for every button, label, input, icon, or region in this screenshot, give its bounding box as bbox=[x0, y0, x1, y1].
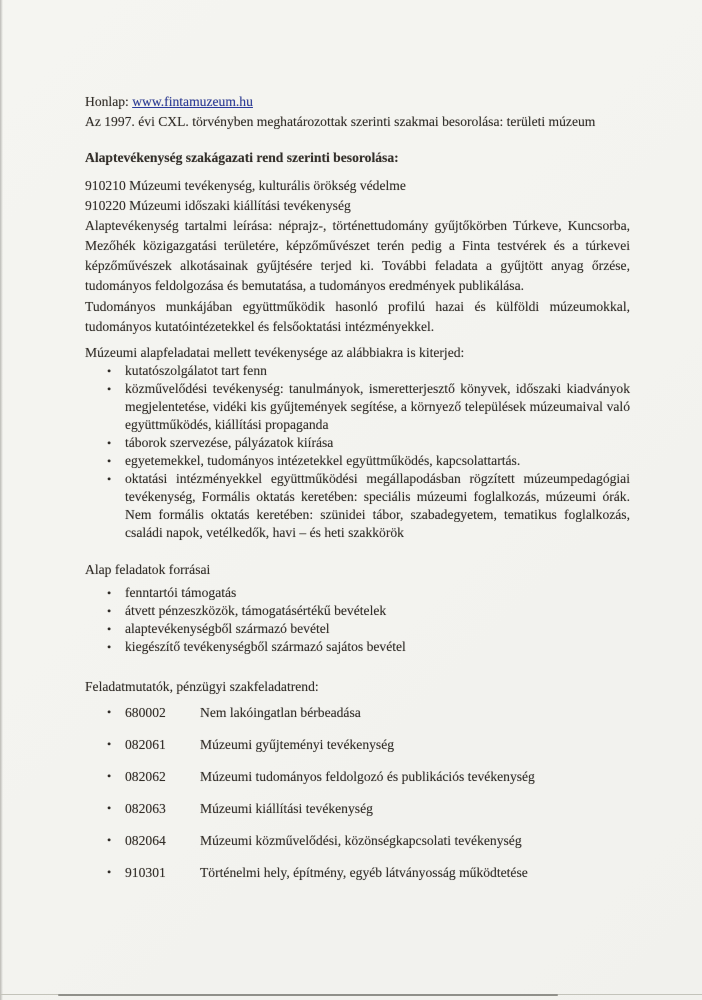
source-list-item bbox=[85, 620, 630, 638]
task-item-text: közművelődési tevékenység: tanulmányok, ismeretterjesztő könyvek, időszaki kiadványok megjelentetése, vidéki kis gyűjtemények segítése, a környező települések múzeumaival való együttműködés, kiállítási propaganda bbox=[125, 381, 630, 432]
indicator-code: 082061 bbox=[125, 737, 166, 752]
bullet-icon: • bbox=[107, 769, 112, 783]
bullet-icon: • bbox=[107, 382, 112, 396]
activity-code-line: 910210 Múzeumi tevékenység, kulturális örökség védelme bbox=[85, 178, 406, 193]
activity-code-line: 910220 Múzeumi időszaki kiállítási tevékenység bbox=[85, 198, 351, 213]
bullet-icon: • bbox=[107, 833, 112, 847]
indicator-row bbox=[85, 799, 630, 831]
cooperation-paragraph: Tudományos munkájában együttműködik hasonló profilú hazai és külföldi múzeumokkal, tudományos kutatóintézetekkel és felsőoktatási intézményekkel. bbox=[85, 299, 630, 334]
indicator-code: 082062 bbox=[125, 769, 166, 784]
indicator-row bbox=[85, 863, 630, 895]
indicator-code: 082063 bbox=[125, 801, 166, 816]
tasks-intro: Múzeumi alapfeladatai mellett tevékenysége az alábbiakra is kiterjed: bbox=[85, 345, 465, 360]
bullet-icon: • bbox=[107, 586, 112, 600]
tasks-list bbox=[85, 362, 630, 542]
indicator-label: Történelmi hely, építmény, egyéb látványosság működtetése bbox=[200, 865, 528, 880]
task-list-item bbox=[85, 362, 630, 380]
bullet-icon: • bbox=[107, 705, 112, 719]
task-item-text: táborok szervezése, pályázatok kiírása bbox=[125, 435, 334, 450]
indicator-row bbox=[85, 831, 630, 863]
task-list-item bbox=[85, 452, 630, 470]
task-item-text: egyetemekkel, tudományos intézetekkel együttműködés, kapcsolattartás. bbox=[125, 453, 521, 468]
website-line bbox=[85, 92, 630, 112]
section-heading: Alaptevékenység szakágazati rend szerinti besorolása: bbox=[85, 150, 399, 165]
task-list-item bbox=[85, 380, 630, 434]
indicators-heading: Feladatmutatók, pénzügyi szakfeladatrend: bbox=[85, 679, 319, 694]
description-paragraph: Alaptevékenység tartalmi leírása: néprajz-, történettudomány gyűjtőkörben Túrkeve, Kuncsorba, Mezőhék közigazgatási területére, képzőművészet terén pedig a Finta testvérek és a túrkevei képzőművészek alkotásainak gyűjtésére terjed ki. További feladata a gyűjtött anyag őrzése, tudományos feldolgozása és bemutatása, a tudományos eredmények publikálása. bbox=[85, 218, 630, 293]
source-list-item bbox=[85, 638, 630, 656]
indicator-label: Múzeumi közművelődési, közönségkapcsolati tevékenység bbox=[200, 833, 522, 848]
website-label: Honlap: bbox=[85, 94, 129, 109]
source-item-text: kiegészítő tevékenységből származó sajátos bevétel bbox=[125, 639, 406, 654]
source-list-item bbox=[85, 602, 630, 620]
bullet-icon: • bbox=[107, 801, 112, 815]
bullet-icon: • bbox=[107, 622, 112, 636]
bullet-icon: • bbox=[107, 472, 112, 486]
task-item-text: oktatási intézményekkel együttműködési megállapodásban rögzített múzeumpedagógiai tevékenység, Formális oktatás keretében: speciális múzeumi foglalkozás, múzeumi órák. Nem formális oktatás keretében: szünidei tábor, szabadegyetem, tematikus foglalkozás, családi napok, vetélkedők, havi – és heti szakkörök bbox=[125, 471, 630, 540]
indicator-row bbox=[85, 735, 630, 767]
source-item-text: átvett pénzeszközök, támogatásértékű bevételek bbox=[125, 603, 387, 618]
source-list-item bbox=[85, 584, 630, 602]
sources-list bbox=[85, 584, 630, 656]
scan-left-edge-shadow bbox=[0, 0, 3, 1000]
sources-heading: Alap feladatok forrásai bbox=[85, 562, 211, 577]
indicator-row bbox=[85, 767, 630, 799]
bullet-icon: • bbox=[107, 454, 112, 468]
indicators-list bbox=[85, 703, 630, 895]
source-item-text: alaptevékenységből származó bevétel bbox=[125, 621, 330, 636]
indicator-code: 680002 bbox=[125, 705, 166, 720]
task-list-item bbox=[85, 434, 630, 452]
bullet-icon: • bbox=[107, 640, 112, 654]
website-link[interactable]: www.fintamuzeum.hu bbox=[132, 94, 253, 109]
bullet-icon: • bbox=[107, 364, 112, 378]
bullet-icon: • bbox=[107, 737, 112, 751]
indicator-label: Nem lakóingatlan bérbeadása bbox=[200, 705, 361, 720]
indicator-label: Múzeumi gyűjteményi tevékenység bbox=[200, 737, 395, 752]
bullet-icon: • bbox=[107, 604, 112, 618]
classification-line: Az 1997. évi CXL. törvényben meghatározottak szerinti szakmai besorolása: területi múzeum bbox=[85, 114, 596, 129]
indicator-row bbox=[85, 703, 630, 735]
source-item-text: fenntartói támogatás bbox=[125, 585, 237, 600]
indicator-code: 082064 bbox=[125, 833, 166, 848]
bullet-icon: • bbox=[107, 865, 112, 879]
indicator-label: Múzeumi kiállítási tevékenység bbox=[200, 801, 373, 816]
task-item-text: kutatószolgálatot tart fenn bbox=[125, 363, 267, 378]
task-list-item bbox=[85, 470, 630, 542]
activity-codes bbox=[85, 176, 630, 216]
indicator-label: Múzeumi tudományos feldolgozó és publikációs tevékenység bbox=[200, 769, 535, 784]
scan-bottom-dark-line bbox=[58, 994, 558, 996]
indicator-code: 910301 bbox=[125, 865, 166, 880]
bullet-icon: • bbox=[107, 436, 112, 450]
